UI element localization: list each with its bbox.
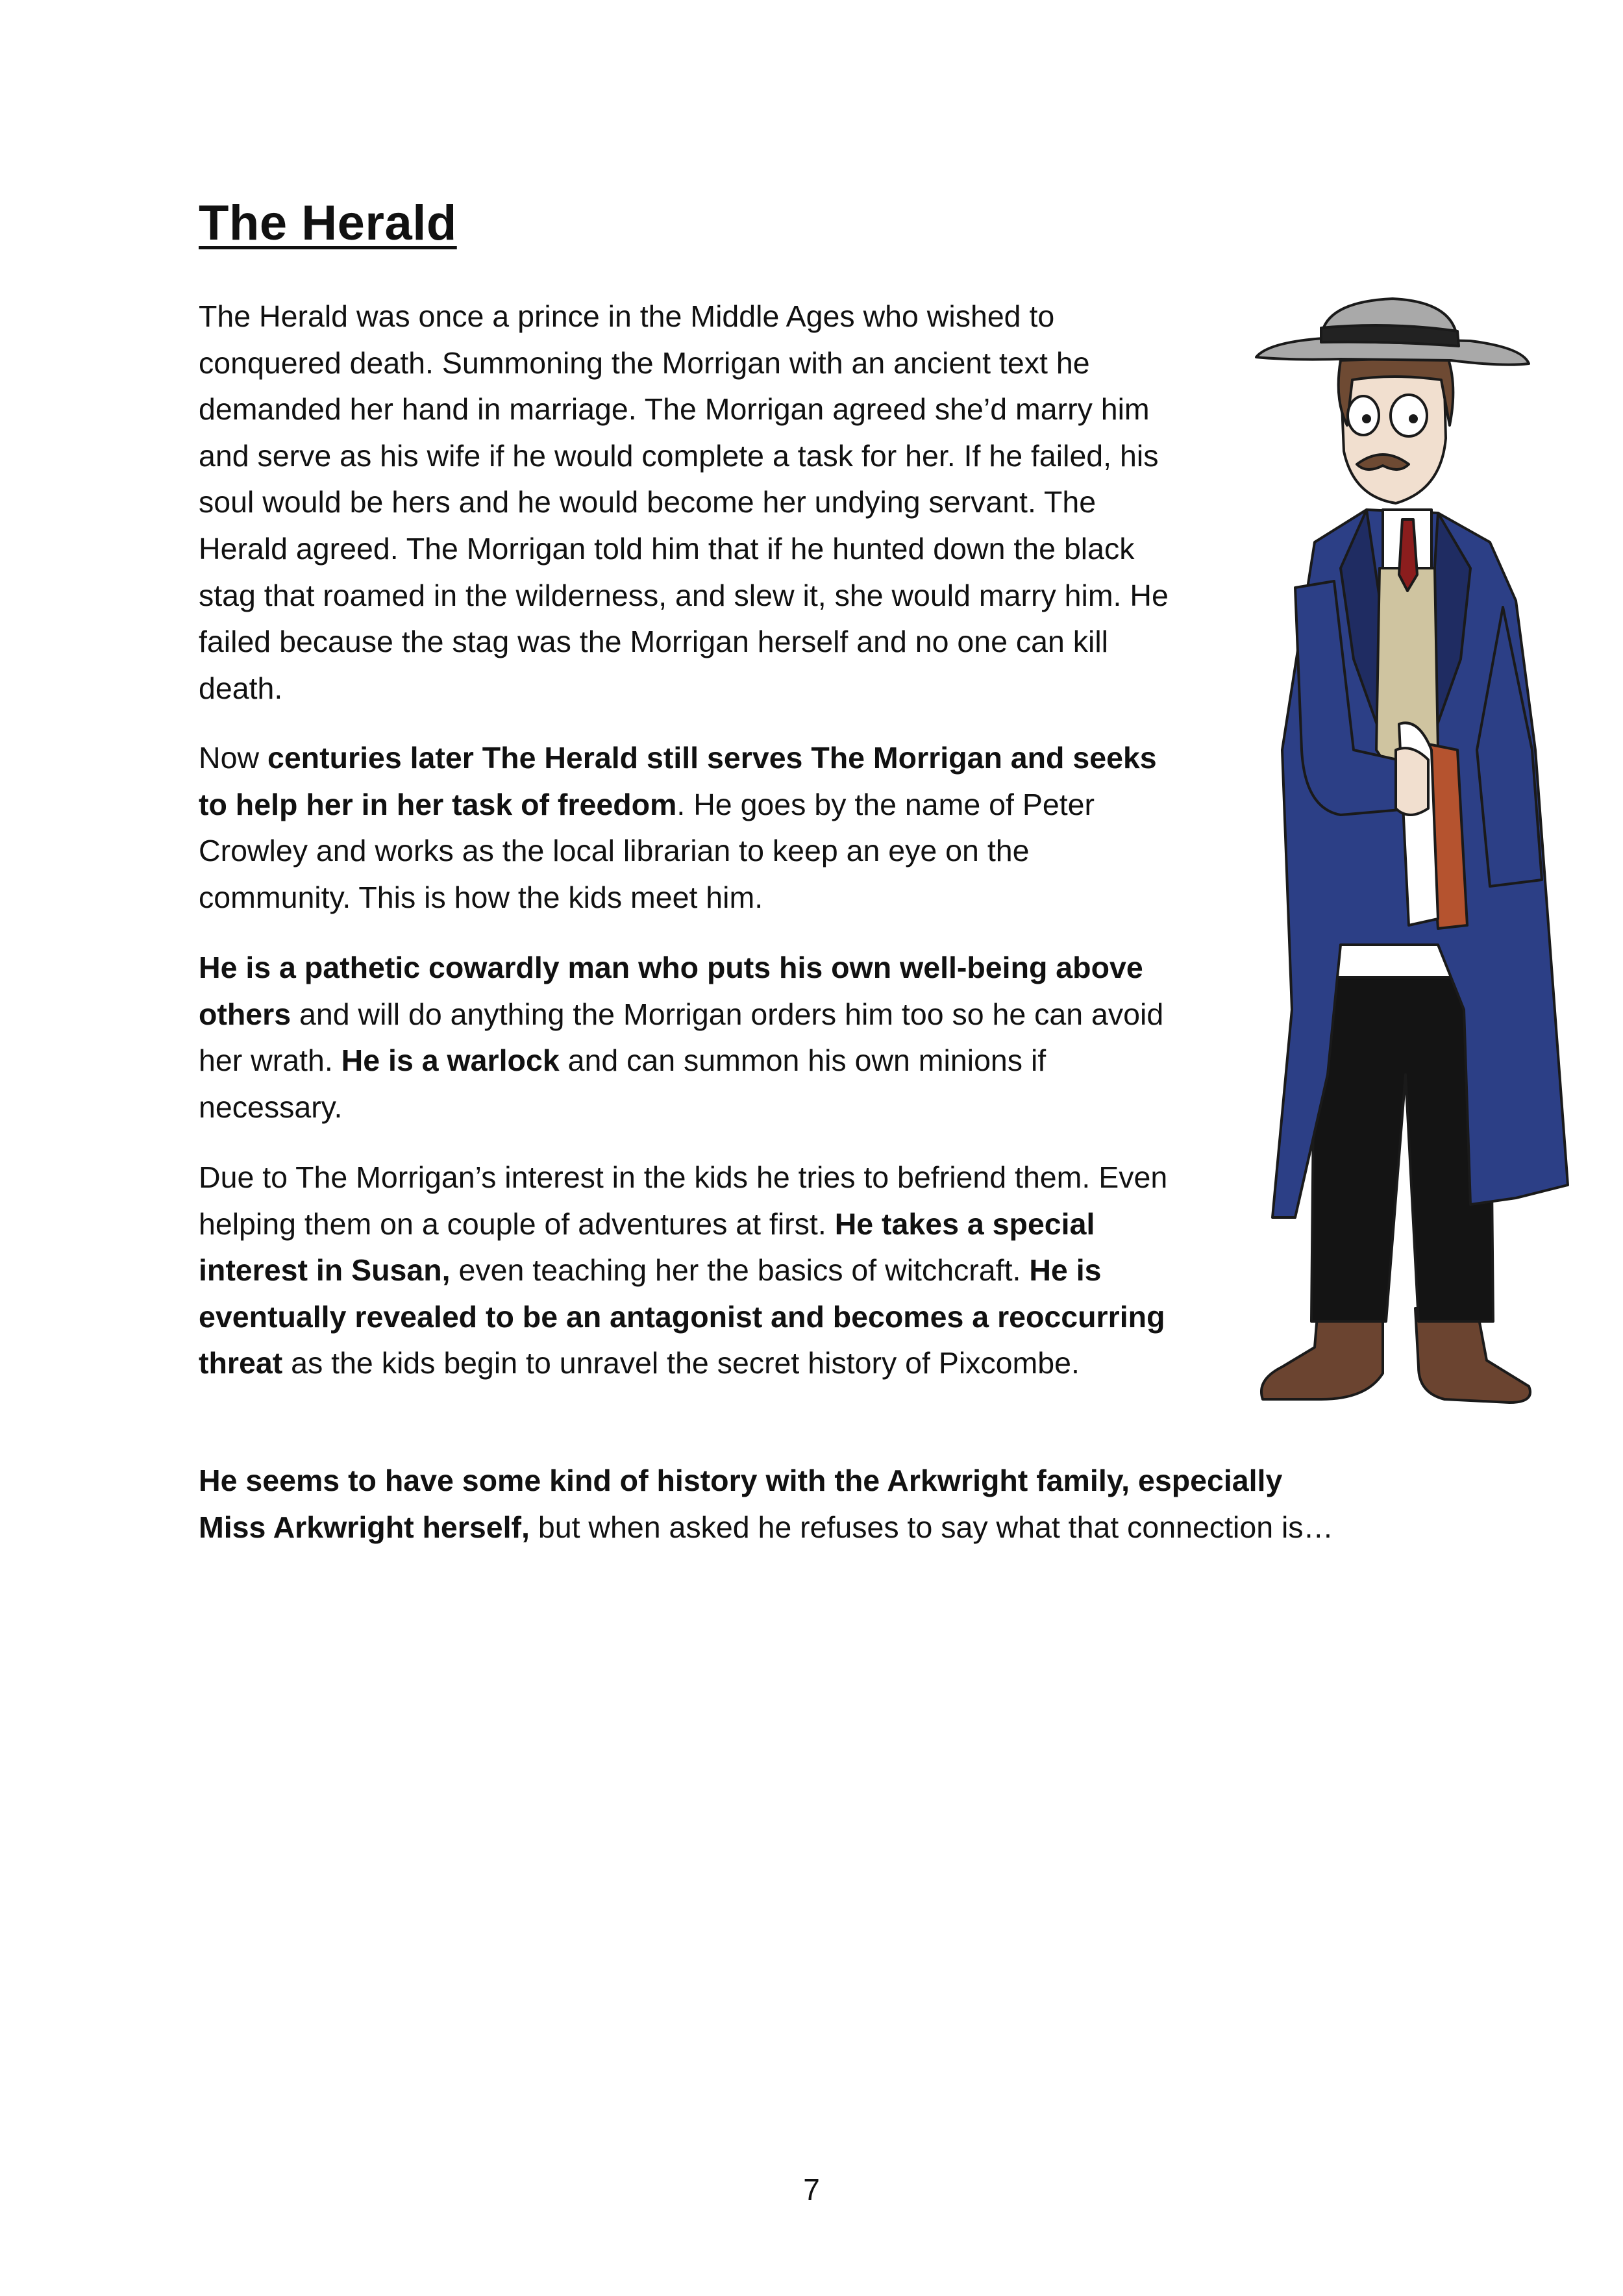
- body-text: The Herald was once a prince in the Middle Ages who wished to conquered death. Summoning the Morrigan with an ancient text he demanded her hand in marriage. The Morrigan agreed she’d marry him and serve as his wife if he would complete a task for her. If he failed, his soul would be hers and he would become her undying servant. The Herald agreed. The Morrigan told him that if he hunted down the black stag that roamed in the wilderness, and slew it, she would marry him. He failed because the stag was the Morrigan herself and no one can kill death.: [199, 299, 1169, 705]
- emphasized-text: He is a pathetic cowardly man who puts his own well-being above others: [199, 951, 1143, 1031]
- body-text: Now: [199, 741, 267, 775]
- body-text: . He goes by the name of Peter Crowley and works as the local librarian to keep an eye on the community. This is how the kids meet him.: [199, 787, 1095, 914]
- emphasized-text: He seems to have some kind of history with the Arkwright family, especially Miss Arkwright herself,: [199, 1464, 1283, 1544]
- paragraph-personality: [199, 945, 1185, 1130]
- left-eye: [1348, 396, 1379, 435]
- emphasized-text: He is eventually revealed to be an antagonist and becomes a reoccurring threat: [199, 1253, 1165, 1380]
- body-text: as the kids begin to unravel the secret history of Pixcombe.: [282, 1346, 1080, 1380]
- body-text: Due to The Morrigan’s interest in the kids he tries to befriend them. Even helping them on a couple of adventures at first.: [199, 1160, 1168, 1241]
- hat-band: [1321, 325, 1459, 346]
- page-number: 7: [803, 2173, 820, 2206]
- paragraph-present-day: [199, 735, 1185, 921]
- emphasized-text: He takes a special interest in Susan,: [199, 1206, 1095, 1288]
- hand: [1396, 748, 1428, 815]
- body-text: and will do anything the Morrigan orders him too so he can avoid her wrath.: [199, 997, 1164, 1078]
- page-title: The Herald: [199, 195, 457, 251]
- tie: [1399, 519, 1417, 591]
- body-text: and can summon his own minions if necessary.: [199, 1043, 1047, 1124]
- emphasized-text: centuries later The Herald still serves The Morrigan and seeks to help her in her task of freedom: [199, 741, 1157, 821]
- body-text: but when asked he refuses to say what that connection is…: [529, 1510, 1334, 1544]
- emphasized-text: He is a warlock: [341, 1043, 560, 1078]
- right-eye: [1391, 395, 1427, 436]
- paragraph-arkwright-history: [199, 1458, 1341, 1551]
- paragraph-origin: [199, 293, 1185, 712]
- body-text: even teaching her the basics of witchcraft.: [450, 1253, 1030, 1288]
- paragraph-relationship-with-kids: [199, 1154, 1185, 1387]
- herald-character-illustration: [1243, 295, 1594, 1464]
